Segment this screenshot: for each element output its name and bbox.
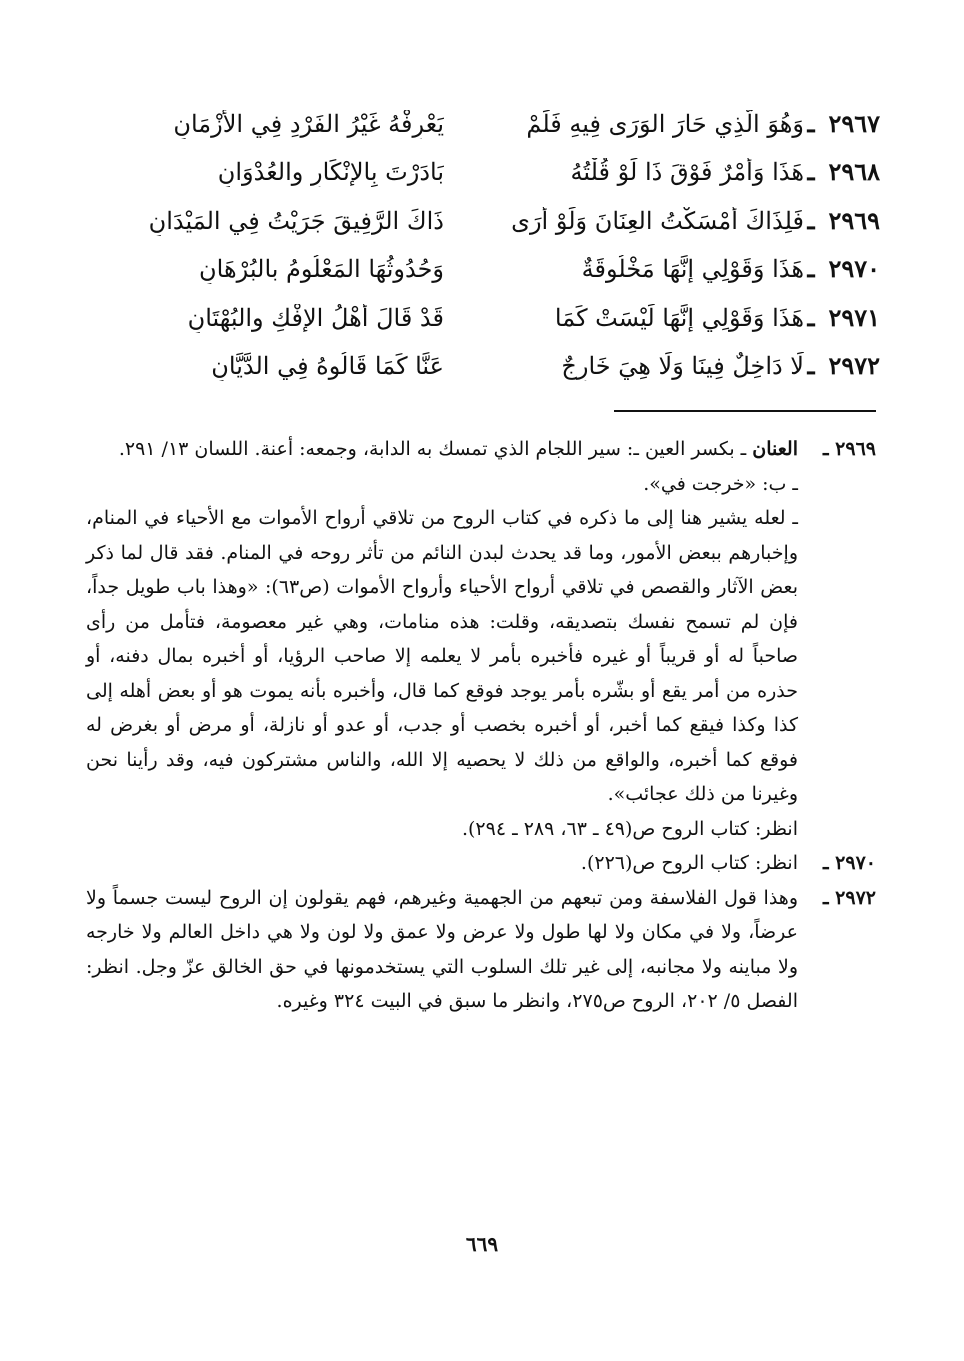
footnote-paragraph: العنان ـ بكسر العين ـ: سير اللجام الذي تمسك به الدابة، وجمعه: أعنة. اللسان ١٣/ ٢٩١. bbox=[118, 438, 798, 460]
page-number: ٦٦٩ bbox=[465, 1232, 499, 1256]
verse-second-hemistich: بَادَرْتَ بِالإِنْكَارِ والعُدْوَانِ bbox=[217, 158, 444, 187]
verse-first-hemistich: وَهُوَ الَّذِي حَارَ الوَرَى فِيهِ فَلَمْ bbox=[526, 109, 804, 138]
verse-number: ٢٩٦٨ bbox=[828, 157, 880, 187]
poem-block bbox=[80, 100, 880, 391]
footnote bbox=[86, 846, 876, 881]
verse-number: ٢٩٦٧ bbox=[828, 108, 880, 138]
verse-dash: ـ bbox=[807, 302, 815, 332]
footnote-lead: العنان bbox=[752, 438, 798, 460]
verse-second-hemistich: عَنَّا كَمَا قَالُوهُ فِي الدَّيَّانِ bbox=[211, 352, 444, 381]
footnote-ref: ٢٩٧٢ ـ bbox=[822, 886, 876, 909]
verse-second-hemistich: وَحُدُوثُهَا المَعْلُومُ بالبُرْهَانِ bbox=[199, 255, 444, 284]
verse-dash: ـ bbox=[807, 205, 815, 235]
footnote-paragraph: وهذا قول الفلاسفة ومن تبعهم من الجهمية وغيرهم، فهم يقولون إن الروح ليست جسماً ولا عرضاً، ولا في مكان ولا لها طول ولا عرض ولا عمق ولا لون ولا هي داخل العالم ولا خارجه ولا مباينه ولا مجانبه، إلى غير تلك السلوب التي يستخدمونها في حق الخالق عزّ وجل. انظر: الفصل ٥/ ٢٠٢، الروح ص٢٧٥، وانظر ما سبق في البيت ٣٢٤ وغيره. bbox=[86, 886, 798, 1012]
verse-first-hemistich: لَا دَاخِلٌ فِينَا وَلَا هِيَ خَارِجٌ bbox=[561, 352, 804, 381]
verse-dash: ـ bbox=[807, 351, 815, 381]
verse-line bbox=[80, 149, 880, 198]
verse-first-hemistich: هَذَا وَقَوْلِي إِنَّهَا لَيْسَتْ كَمَا bbox=[554, 303, 804, 332]
footnote-paragraph: انظر: كتاب الروح ص(٢٢٦). bbox=[580, 852, 798, 874]
verse-first-hemistich: فَلِذَاكَ أَمْسَكْتُ العِنَانَ وَلَوْ أَرَى bbox=[511, 206, 804, 235]
footnotes bbox=[86, 432, 876, 1019]
footnote bbox=[86, 432, 876, 846]
verse-line bbox=[80, 197, 880, 246]
verse-dash: ـ bbox=[807, 254, 815, 284]
verse-line bbox=[80, 100, 880, 149]
verse-second-hemistich: يَعْرِفْهُ غَيْرُ الفَرْدِ فِي الأَزْمَانِ bbox=[173, 109, 444, 138]
verse-number: ٢٩٧٠ bbox=[828, 254, 880, 284]
footnote-body bbox=[86, 846, 798, 881]
footnote-body bbox=[86, 881, 798, 1019]
footnote-paragraph: ـ لعله يشير هنا إلى ما ذكره في كتاب الروح من تلاقي أرواح الأموات مع الأحياء في المنام، وإخبارهم ببعض الأمور، وما قد يحدث لبدن النائم من تأثر روحه في المنام. فقد قال لما ذكر بعض الآثار والقصص في تلاقي أرواح الأحياء وأرواح الأموات (ص٦٣): «وهذا باب طويل جداً، فإن لم تسمح نفسك بتصديقه، وقلت: هذه منامات، وهي غير معصومة، فتأمل من رأى صاحباً له أو قريباً أو غيره فأخبره بأمر لا يعلمه إلا صاحب الرؤيا، أو أخبره بمال دفنه، أو حذره من أمر يقع أو بشّره بأمر يوجد فوقع كما قال، وأخبره بأنه يموت هو أو بعض أهله إلى كذا وكذا فيقع كما أخبر، أو أخبره بخصب أو جدب، أو عدو أو نازلة، أو مرض أو بغرض له فوقع كما أخبره، والواقع من ذلك لا يحصيه إلا الله، والناس مشتركون فيه، وقد رأينا نحن وغيرنا من ذلك عجائب». bbox=[86, 507, 798, 805]
verse-second-hemistich: ذَاكَ الرَّفِيقَ جَرَيْتُ فِي المَيْدَانِ bbox=[148, 206, 444, 235]
verse-second-hemistich: قَدْ قَالَ أَهْلُ الإِفْكِ والبُهْتَانِ bbox=[187, 303, 444, 332]
verse-number: ٢٩٦٩ bbox=[828, 205, 880, 235]
verse-line bbox=[80, 294, 880, 343]
footnote-ref: ٢٩٦٩ ـ bbox=[822, 438, 876, 460]
verse-first-hemistich: هَذَا وَقَوْلِي إِنَّهَا مَخْلُوقَةٌ bbox=[581, 255, 804, 284]
footnote bbox=[86, 881, 876, 1019]
footnote-paragraph: انظر: كتاب الروح ص(٤٩ ـ ٦٣، ٢٨٩ ـ ٢٩٤). bbox=[461, 817, 798, 840]
verse-dash: ـ bbox=[807, 157, 815, 187]
footnote-separator bbox=[614, 410, 876, 412]
footnote-ref: ٢٩٧٠ ـ bbox=[822, 852, 876, 874]
verse-number: ٢٩٧١ bbox=[828, 302, 880, 332]
verse-dash: ـ bbox=[807, 108, 815, 138]
verse-first-hemistich: هَذَا وَأَمْرٌ فَوْقَ ذَا لَوْ قُلْتُهُ bbox=[570, 158, 804, 187]
footnote-paragraph: ـ ب: «خرجت في». bbox=[643, 472, 798, 495]
verse-line bbox=[80, 343, 880, 392]
verse-number: ٢٩٧٢ bbox=[828, 351, 880, 381]
verse-line bbox=[80, 246, 880, 295]
footnote-body bbox=[86, 432, 798, 846]
